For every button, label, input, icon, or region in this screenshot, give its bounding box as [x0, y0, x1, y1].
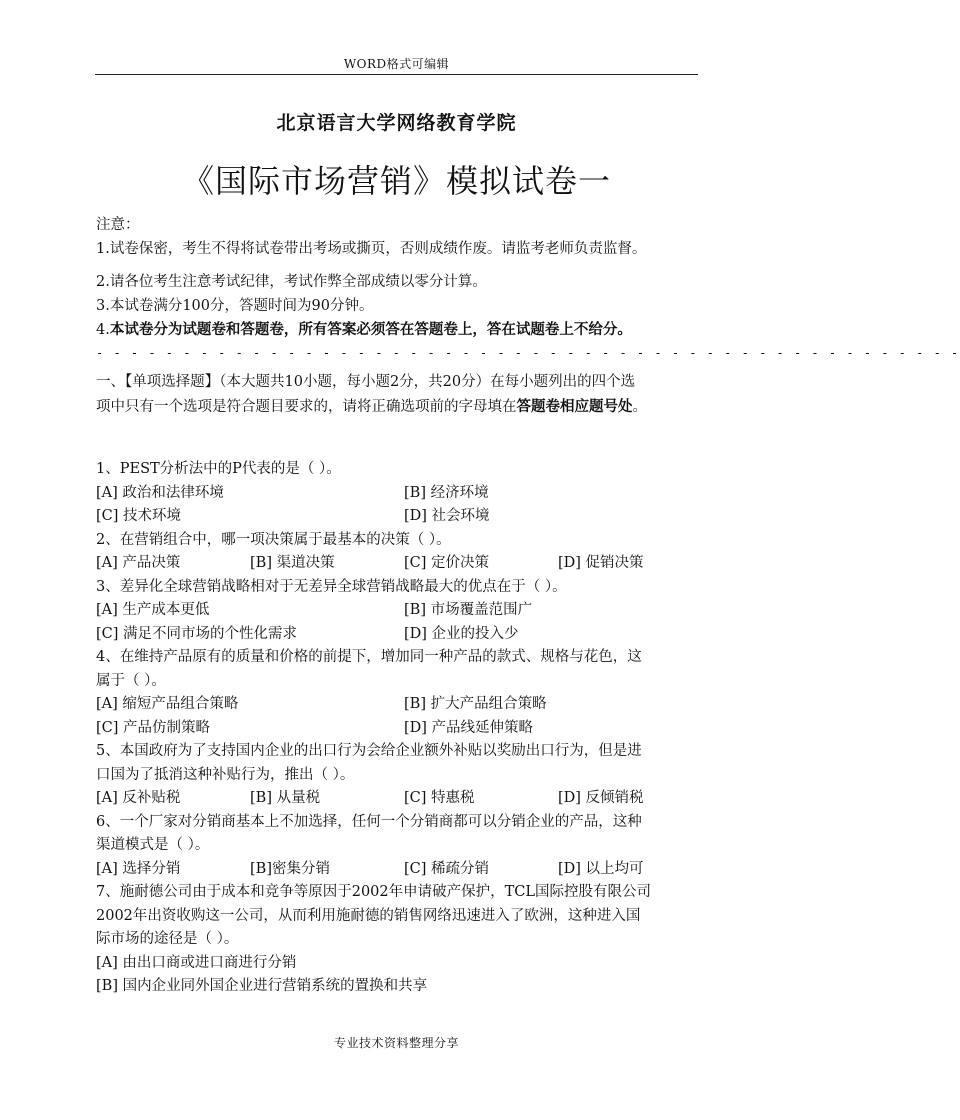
section-instruction: 项中只有一个选项是符合题目要求的，请将正确选项前的字母填在	[96, 398, 517, 415]
question-6-stem-line-2: 渠道模式是（ ）。	[96, 837, 210, 853]
question-2-stem: 2、在营销组合中，哪一项决策属于最基本的决策（ ）。	[96, 531, 451, 548]
question-7-option-a: [A] 由出口商或进口商进行分销	[96, 954, 297, 971]
question-4-options-row-1	[96, 693, 706, 717]
section-instruction-end: 。	[632, 398, 647, 415]
question-2-option-d: [D] 促销决策	[558, 555, 644, 571]
question-5-option-b: [B] 从量税	[250, 790, 321, 806]
page-footer: 专业技术资料整理分享	[333, 1036, 459, 1050]
notice-item-3: 3.本试卷满分100分，答题时间为90分钟。	[96, 297, 374, 314]
question-4-option-a: [A] 缩短产品组合策略	[96, 696, 239, 712]
question-1-option-c: [C] 技术环境	[96, 508, 182, 524]
question-7-stem-line-3: 际市场的途径是（ ）。	[96, 931, 239, 947]
header-rule	[95, 74, 698, 75]
question-1-options-row-2	[96, 505, 706, 529]
section-heading-line-1: 一、【单项选择题】（本大题共10小题，每小题2分，共20分）在每小题列出的四个选	[96, 374, 636, 390]
notice-label: 注意：	[96, 217, 140, 233]
school-name: 北京语言大学网络教育学院	[276, 112, 517, 134]
question-3-option-c: [C] 满足不同市场的个性化需求	[96, 625, 298, 642]
page-header: WORD格式可编辑	[343, 57, 450, 71]
question-5-option-d: [D] 反倾销税	[558, 790, 644, 806]
exam-body	[96, 214, 960, 999]
question-4-option-c: [C] 产品仿制策略	[96, 719, 211, 736]
question-7-option-b: [B] 国内企业同外国企业进行营销系统的置换和共享	[96, 978, 428, 994]
question-6-option-d: [D] 以上均可	[558, 860, 644, 877]
question-6-option-c: [C] 稀疏分销	[404, 860, 490, 877]
question-5-option-a: [A] 反补贴税	[96, 790, 181, 806]
question-3-option-b: [B] 市场覆盖范围广	[404, 602, 533, 618]
separator-line: - - - - - - - - - - - - - - - - - - - - - - - - - - - - - - - - - - - - - - - - - - - - - - - - - -	[96, 345, 960, 360]
notice-item-4	[96, 318, 706, 342]
notice-item-1: 1.试卷保密，考生不得将试卷带出考场或撕页，否则成绩作废。请监考老师负责监督。	[96, 240, 647, 257]
question-5-stem-line-1: 5、本国政府为了支持国内企业的出口行为会给企业额外补贴以奖励出口行为，但是进	[96, 743, 642, 759]
question-2-options	[96, 552, 706, 576]
question-1-option-d: [D] 社会环境	[404, 508, 490, 524]
section-instruction-bold: 答题卷相应题号处	[516, 397, 633, 415]
question-4-stem-line-1: 4、在维持产品原有的质量和价格的前提下，增加同一种产品的款式、规格与花色，这	[96, 649, 642, 665]
question-6-stem-line-1: 6、一个厂家对分销商基本上不加选择，任何一个分销商都可以分销企业的产品，这种	[96, 813, 642, 830]
question-2-option-c: [C] 定价决策	[404, 555, 490, 571]
question-4-option-b: [B] 扩大产品组合策略	[404, 696, 547, 712]
question-1-options-row-1	[96, 482, 706, 506]
question-1-option-b: [B] 经济环境	[404, 484, 489, 501]
notice-item-2: 2.请各位考生注意考试纪律，考试作弊全部成绩以零分计算。	[96, 274, 487, 290]
question-3-options-row-1	[96, 599, 706, 623]
notice-item-4-bold: 本试卷分为试题卷和答题卷，所有答案必须答在答题卷上，答在试题卷上不给分。	[109, 321, 632, 338]
question-6-option-b: [B]密集分销	[250, 860, 330, 877]
question-2-option-b: [B] 渠道决策	[250, 555, 335, 571]
question-6-option-a: [A] 选择分销	[96, 860, 181, 877]
question-4-option-d: [D] 产品线延伸策略	[404, 719, 534, 736]
section-heading-line-2	[96, 395, 706, 419]
question-3-options-row-2	[96, 623, 706, 647]
question-7-stem-line-2: 2002年出资收购这一公司，从而利用施耐德的销售网络迅速进入了欧洲，这种进入国	[96, 907, 641, 924]
question-3-option-d: [D] 企业的投入少	[404, 625, 519, 642]
question-4-stem-line-2: 属于（ ）。	[96, 672, 166, 689]
question-4-options-row-2	[96, 717, 706, 741]
question-7-stem-line-1: 7、施耐德公司由于成本和竞争等原因于2002年申请破产保护，TCL国际控股有限公司	[96, 884, 652, 900]
question-1-option-a: [A] 政治和法律环境	[96, 484, 224, 501]
question-5-stem-line-2: 口国为了抵消这种补贴行为，推出（ ）。	[96, 766, 355, 783]
question-3-option-a: [A] 生产成本更低	[96, 602, 210, 618]
question-1-stem: 1、PEST分析法中的P代表的是（ ）。	[96, 461, 341, 477]
question-2-option-a: [A] 产品决策	[96, 555, 181, 571]
notice-item-4-number: 4.	[96, 322, 110, 338]
question-3-stem: 3、差异化全球营销战略相对于无差异全球营销战略最大的优点在于（ ）。	[96, 578, 567, 595]
exam-title: 《国际市场营销》模拟试卷一	[181, 162, 611, 200]
question-5-option-c: [C] 特惠税	[404, 790, 475, 806]
question-5-options	[96, 787, 706, 811]
question-6-options	[96, 858, 706, 882]
